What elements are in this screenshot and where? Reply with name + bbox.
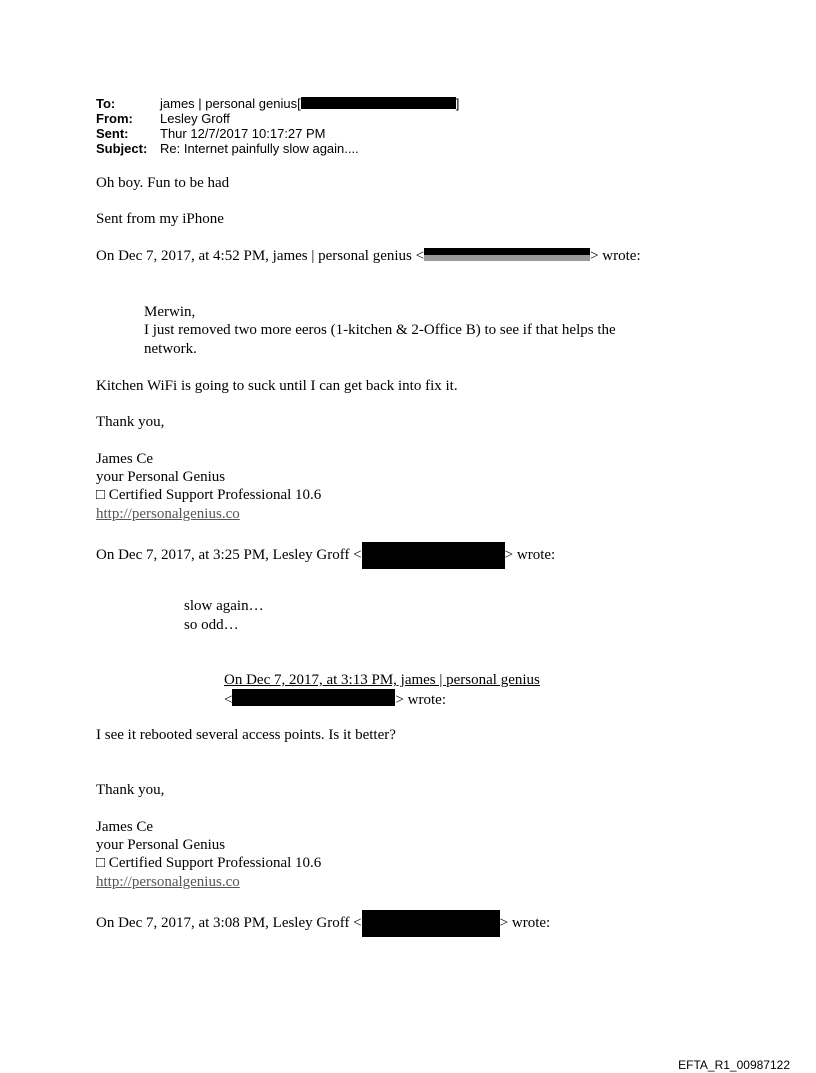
subject-value: Re: Internet painfully slow again.... bbox=[160, 141, 359, 156]
message-2-line-2: so odd… bbox=[184, 617, 239, 633]
quote-header-2: On Dec 7, 2017, at 3:25 PM, Lesley Groff < > wrote: bbox=[96, 542, 555, 569]
redaction-block bbox=[424, 248, 590, 261]
thanks-2: Thank you, bbox=[96, 782, 165, 798]
message-1-line-1: Merwin, bbox=[144, 304, 196, 320]
signature-2-cert: □ Certified Support Professional 10.6 bbox=[96, 855, 322, 871]
quote-header-3: On Dec 7, 2017, at 3:13 PM, james | personal genius bbox=[224, 672, 540, 688]
sent-value: Thur 12/7/2017 10:17:27 PM bbox=[160, 126, 326, 141]
from-label: From: bbox=[96, 111, 133, 126]
message-3-line-1: I see it rebooted several access points. Is it better? bbox=[96, 727, 396, 743]
signature-2-link[interactable]: http://personalgenius.co bbox=[96, 874, 240, 890]
body-line-2: Sent from my iPhone bbox=[96, 211, 224, 227]
to-value: james | personal genius[ ] bbox=[160, 96, 460, 111]
redaction-block bbox=[301, 97, 456, 109]
redaction-block bbox=[362, 910, 500, 937]
thanks-1: Thank you, bbox=[96, 414, 165, 430]
signature-1-link[interactable]: http://personalgenius.co bbox=[96, 506, 240, 522]
redaction-block bbox=[232, 689, 395, 706]
sent-label: Sent: bbox=[96, 126, 129, 141]
signature-2-name: James Ce bbox=[96, 819, 154, 835]
to-label: To: bbox=[96, 96, 116, 111]
message-1-line-3: network. bbox=[144, 341, 197, 357]
message-1-line-2: I just removed two more eeros (1-kitchen & 2-Office B) to see if that helps the bbox=[144, 322, 616, 338]
signature-1-title: your Personal Genius bbox=[96, 469, 226, 485]
quote-header-1: On Dec 7, 2017, at 4:52 PM, james | personal genius < > wrote: bbox=[96, 248, 641, 264]
signature-1-cert: □ Certified Support Professional 10.6 bbox=[96, 487, 322, 503]
redaction-block bbox=[362, 542, 505, 569]
subject-label: Subject: bbox=[96, 141, 148, 156]
signature-1-name: James Ce bbox=[96, 451, 154, 467]
message-1-line-4: Kitchen WiFi is going to suck until I can get back into fix it. bbox=[96, 378, 458, 394]
message-2-line-1: slow again… bbox=[184, 598, 264, 614]
signature-2-title: your Personal Genius bbox=[96, 837, 226, 853]
quote-header-3-address: < > wrote: bbox=[224, 689, 446, 709]
document-id: EFTA_R1_00987122 bbox=[678, 1058, 790, 1072]
quote-header-4: On Dec 7, 2017, at 3:08 PM, Lesley Groff < > wrote: bbox=[96, 910, 550, 937]
from-value: Lesley Groff bbox=[160, 111, 230, 126]
body-line-1: Oh boy. Fun to be had bbox=[96, 175, 230, 191]
